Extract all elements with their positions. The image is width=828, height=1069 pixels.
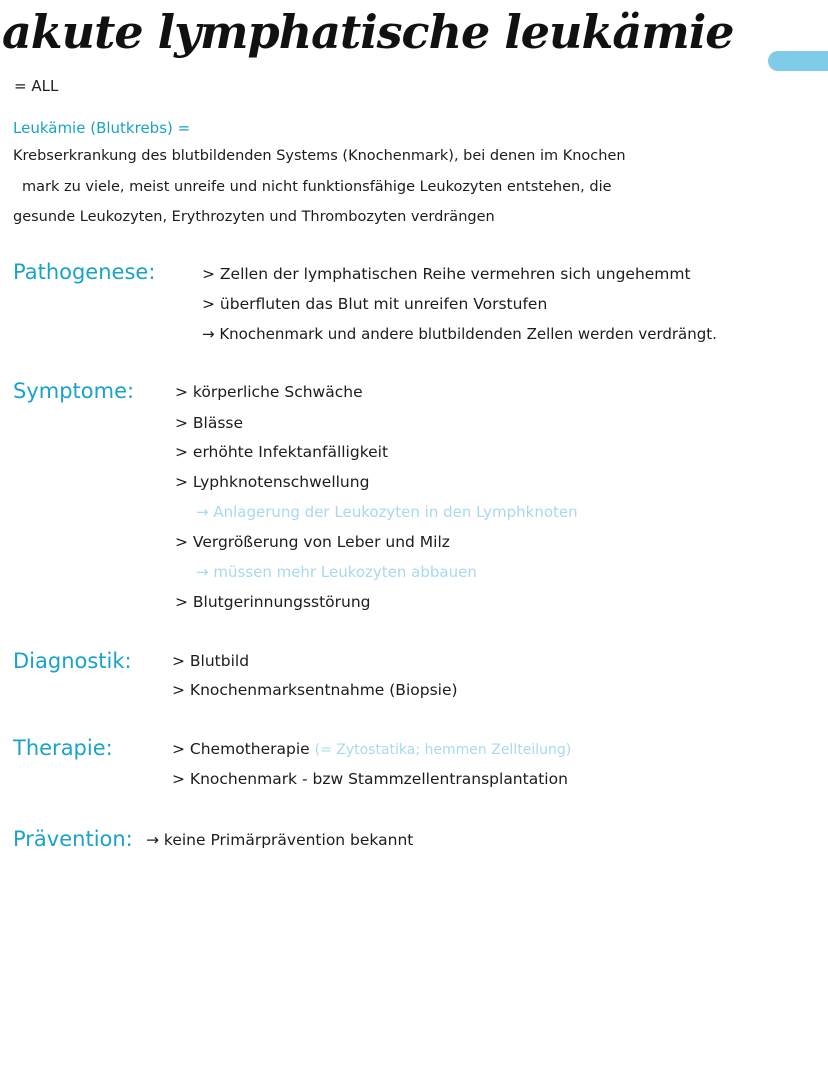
list-item: > Knochenmark - bzw Stammzellentransplantation — [172, 770, 568, 788]
list-item — [172, 738, 571, 761]
list-item: > Blässe — [175, 414, 244, 432]
section-label-therapie: Therapie: — [13, 736, 113, 760]
list-item: > körperliche Schwäche — [175, 383, 363, 401]
list-subnote: → müssen mehr Leukozyten abbauen — [196, 563, 477, 581]
title-highlight-bar — [768, 51, 828, 71]
definition-heading: Leukämie (Blutkrebs) = — [13, 119, 191, 137]
list-item: > erhöhte Infektanfälligkeit — [175, 443, 389, 461]
abbreviation: = ALL — [14, 77, 59, 95]
therapy-item-note: (= Zytostatika; hemmen Zellteilung) — [314, 742, 572, 758]
list-item: > Lyphknotenschwellung — [175, 473, 370, 491]
page-title: akute lymphatische leukämie — [2, 5, 734, 59]
section-label-praevention: Prävention: — [13, 827, 133, 851]
list-item: > Blutbild — [172, 652, 250, 670]
list-item: > überfluten das Blut mit unreifen Vorstufen — [202, 295, 548, 313]
section-label-diagnostik: Diagnostik: — [13, 649, 132, 673]
list-item: > Zellen der lymphatischen Reihe vermehren sich ungehemmt — [202, 265, 691, 283]
list-item: → Knochenmark und andere blutbildenden Zellen werden verdrängt. — [202, 325, 717, 343]
list-item: > Knochenmarksentnahme (Biopsie) — [172, 681, 458, 699]
list-item: → keine Primärprävention bekannt — [146, 831, 414, 849]
definition-line: mark zu viele, meist unreife und nicht funktionsfähige Leukozyten entstehen, die — [22, 179, 612, 195]
list-item: > Blutgerinnungsstörung — [175, 593, 371, 611]
list-item: > Vergrößerung von Leber und Milz — [175, 533, 450, 551]
list-subnote: → Anlagerung der Leukozyten in den Lymphknoten — [196, 503, 578, 521]
definition-line: gesunde Leukozyten, Erythrozyten und Thrombozyten verdrängen — [13, 209, 495, 225]
definition-line: Krebserkrankung des blutbildenden Systems (Knochenmark), bei denen im Knochen — [13, 148, 626, 164]
therapy-item-text: > Chemotherapie — [172, 740, 310, 758]
section-label-pathogenese: Pathogenese: — [13, 260, 156, 284]
section-label-symptome: Symptome: — [13, 379, 135, 403]
